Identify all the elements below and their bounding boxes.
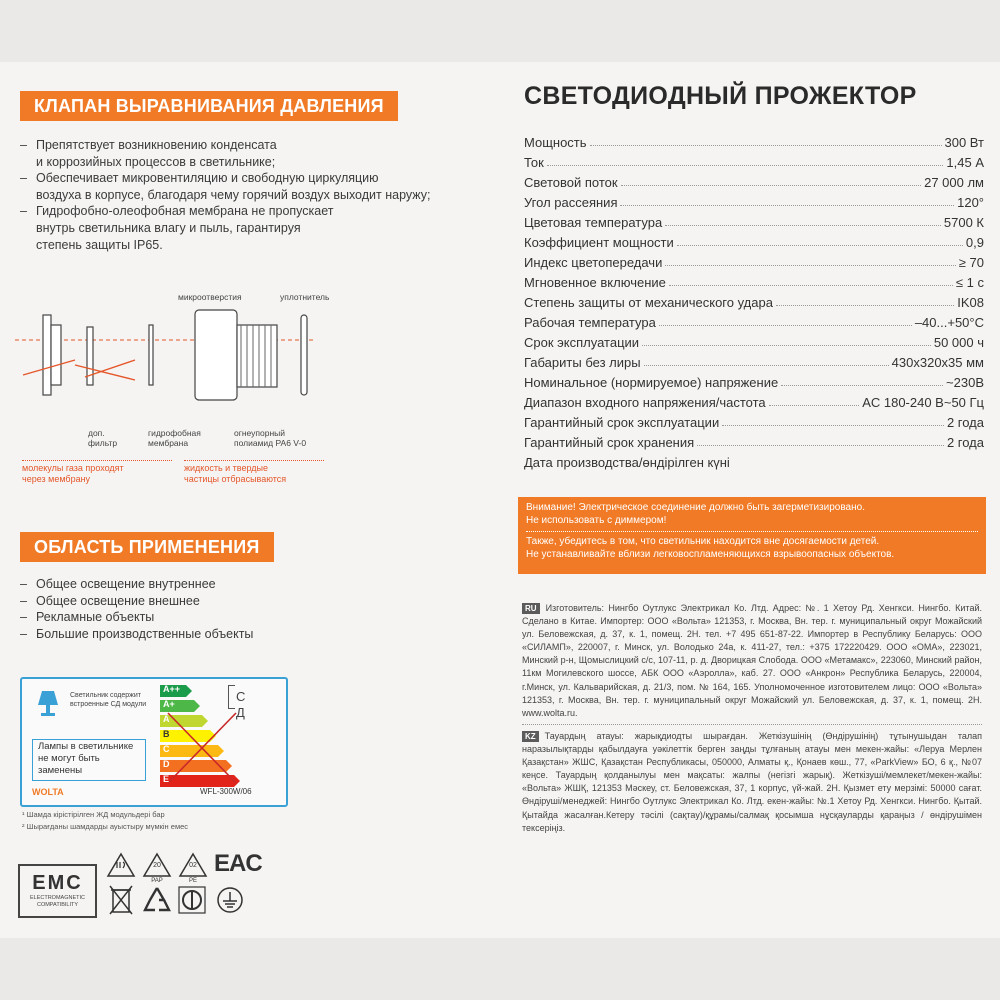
list-item: – Гидрофобно-олеофобная мембрана не пропускает внутрь светильника влагу и пыль, гарантируя степень защиты IP65. <box>20 203 490 253</box>
energy-label <box>20 677 288 807</box>
list-item: – Большие производственные объекты <box>20 626 320 643</box>
warning-line: Не использовать с диммером! <box>526 515 978 533</box>
kz-text: Тауардың атауы: жарықдиодты шырағдан. Жеткізушінің (Өндірушінің) тұтынушыдан талап наразылықтарды қабылдауға уәкілеттік берген заңды тұлғаның атауы мен мекен-жайы: «Леруа Мерлен Қазақстан» ЖШС, Қазақстан Республикасы, 050000, Алматы қ., Қонаев көш., 77, «ParkView» БО, 6 қ., №07 кеңсе. Тауардың қолданылуы мен мақсаты: жалпы (негізгі жарық). Жеткізуші/мемлекет/мекен-жайы: «Вольта» ЖШҚ, 121353 Мәскеу, ст. Беловежская, 37, 1 корпус, үй-жай. 2Н. Қызмет ету мерзімі: 50000 сағат. Өндіруші/менеджей: Нингбо Оутлукс Электрикал Ко. Лтд. екен-жайы: №.1 Хетоу Рд. Хенгкси. Нингбо. Қытай. Қытайда жасалған.Кетеру тәсілі (сақтау)/құрамы/салмақ қосымша нұсқауларды қараңыз / өндірушімен тексеріңіз. <box>522 731 982 833</box>
leader-dots <box>547 165 944 166</box>
spec-label: Мгновенное включение <box>524 275 666 290</box>
spec-label: Световой поток <box>524 175 618 190</box>
spec-value: 2 года <box>946 435 984 450</box>
list-item: – Рекламные объекты <box>20 609 320 626</box>
spec-row <box>524 410 984 430</box>
spec-row <box>524 250 984 270</box>
green-dot-icon <box>178 886 206 914</box>
leader-dots <box>642 345 931 346</box>
lamp-text: Светильник содержит встроенные СД модули <box>70 692 147 708</box>
warning-line: Также, убедитесь в том, что светильник находится вне досягаемости детей. <box>526 536 880 548</box>
spec-label: Диапазон входного напряжения/частота <box>524 395 766 410</box>
class-label: D <box>163 759 170 769</box>
leader-dots <box>781 385 943 386</box>
ru-legal-text <box>522 602 982 720</box>
spec-label: Рабочая температура <box>524 315 656 330</box>
spec-value: 300 Вт <box>944 135 984 150</box>
pap-number: 20 <box>153 862 161 869</box>
spec-value: 0,9 <box>965 235 984 250</box>
emc-big: EMC <box>32 872 83 894</box>
emc-logo <box>18 864 97 918</box>
spec-row <box>524 370 984 390</box>
spec-label: Угол рассеяния <box>524 195 618 210</box>
note-gas: молекулы газа проходят через мембрану <box>22 460 172 485</box>
ground-icon <box>216 886 244 914</box>
leader-dots <box>665 225 941 226</box>
spec-label: Цветовая температура <box>524 215 663 230</box>
spec-label: Номинальное (нормируемое) напряжение <box>524 375 779 390</box>
spec-row <box>524 150 984 170</box>
valve-title: КЛАПАН ВЫРАВНИВАНИЯ ДАВЛЕНИЯ <box>20 91 398 121</box>
application-bullets <box>20 576 320 642</box>
divider <box>522 724 982 725</box>
leader-dots <box>769 405 860 406</box>
leader-dots <box>669 285 953 286</box>
spec-value: ~230В <box>946 375 984 390</box>
spec-row <box>524 270 984 290</box>
spec-label: Гарантийный срок эксплуатации <box>524 415 720 430</box>
list-item: – Общее освещение внешнее <box>20 593 320 610</box>
leader-dots <box>590 145 942 146</box>
leader-dots <box>697 445 944 446</box>
recycle-arrows-icon <box>142 886 172 914</box>
brand-logo: WOLTA <box>32 787 64 797</box>
kz-tag: KZ <box>522 731 539 742</box>
list-item: – Препятствует возникновению конденсата и коррозийных процессов в светильнике; <box>20 137 490 170</box>
spec-label: Мощность <box>524 135 587 150</box>
spec-value: 120° <box>957 195 984 210</box>
spec-value: 27 000 лм <box>924 175 984 190</box>
side-letter: С <box>236 689 246 704</box>
ru-tag: RU <box>522 603 540 614</box>
leader-dots <box>722 425 944 426</box>
gas-arrow-in <box>75 365 135 380</box>
warning-line: Не устанавливайте вблизи легковоспламеняющихся взрывоопасных объектов. <box>526 549 895 561</box>
bracket <box>228 685 235 709</box>
spec-label: Индекс цветопередачи <box>524 255 663 270</box>
model-number: WFL-300W/06 <box>200 787 252 796</box>
spec-value: IK08 <box>957 295 984 310</box>
footnote: ² Шырағданы шамдарды ауыстыру мүмкін емес <box>22 822 189 831</box>
pe-number: 02 <box>189 862 197 869</box>
list-item: – Общее освещение внутреннее <box>20 576 320 593</box>
class-label: A+ <box>163 699 175 709</box>
spec-row <box>524 450 984 470</box>
pap-label: PAP <box>151 878 163 884</box>
leader-dots <box>776 305 954 306</box>
leader-dots <box>644 365 889 366</box>
spec-row <box>524 330 984 350</box>
spec-label: Габариты без лиры <box>524 355 641 370</box>
class-label: A <box>163 714 170 724</box>
label-polyamide: огнеупорный полиамид PA6 V-0 <box>234 428 307 448</box>
pe-label: PE <box>188 878 197 884</box>
label-seal: уплотнитель <box>280 292 330 302</box>
note-liquid: жидкость и твердые частицы отбрасываются <box>184 460 324 485</box>
filter-flange <box>51 325 61 385</box>
membrane <box>149 325 153 385</box>
application-title: ОБЛАСТЬ ПРИМЕНЕНИЯ <box>20 532 274 562</box>
class-label: C <box>163 744 170 754</box>
spec-row <box>524 430 984 450</box>
spec-row <box>524 170 984 190</box>
valve-body <box>195 310 237 400</box>
ru-text: Изготовитель: Нингбо Оутлукс Электрикал Ко. Лтд. Адрес: №. 1 Хетоу Рд. Хенгкси. Нингбо. Китай. Сделано в Китае. Импортер: ООО «Вольта» 121353, г. Москва, Вн. тер. г. муниципальный округ Можайский ул. Беловежская, д. 37, к. 1, помещ. 2Н. тел. +7 495 651-87-22. Импортер в Республику Беларусь: ООО «СИЛАМП», 220007, г. Минск, ул. Володько 24а, к. 411-27, тел.: +375 172220429. ООО «ОМА», 223021, Минский р-н, Щомыслицкий с/с, 107-11, р. д. Дворицкая Слобода. ООО «Метамакс», 223060, Минский район, 11км Могилевского шоссе, АБК ООО «Аэролла», каб. 27. ООО «Анкрон» Республика Беларусь, 220004, г.Минск, ул. Кальварийская, д. 21/3, пом. № 164, 165. Уполномоченное изготовителем лицо: ООО «Вольта» 121353, г. Москва, Вн. тер. г. муниципальный округ Можайский ул. Беловежская, д. 37, к. 1, помещ. 2Н. www.wolta.ru. <box>522 603 982 718</box>
spec-row <box>524 350 984 370</box>
spec-value: 50 000 ч <box>933 335 984 350</box>
spec-label: Степень защиты от механического удара <box>524 295 773 310</box>
leader-dots <box>665 265 955 266</box>
warning-line: Внимание! Электрическое соединение должно быть загерметизировано. <box>526 502 865 513</box>
spec-label: Коэффициент мощности <box>524 235 674 250</box>
spec-label: Дата производства/өндірілген күні <box>524 455 730 470</box>
spec-value: 5700 К <box>943 215 984 230</box>
spec-value: 2 года <box>946 415 984 430</box>
spec-row <box>524 290 984 310</box>
spec-value: ≤ 1 с <box>955 275 984 290</box>
footnote: ¹ Шамда кірістірілген ЖД модульдері бар <box>22 810 165 819</box>
filter-frame <box>43 315 51 395</box>
class-label: E <box>163 774 170 784</box>
spec-value: 1,45 А <box>946 155 984 170</box>
product-title: СВЕТОДИОДНЫЙ ПРОЖЕКТОР <box>524 82 917 110</box>
valve-diagram <box>15 285 355 445</box>
label-filter: доп. фильтр <box>88 428 118 448</box>
spec-row <box>524 210 984 230</box>
trash-bin-icon <box>108 884 134 916</box>
spec-label: Ток <box>524 155 544 170</box>
spec-value: 430х320х35 мм <box>891 355 984 370</box>
spec-row <box>524 310 984 330</box>
side-letter: Д <box>236 705 245 720</box>
label-micro: микроотверстия <box>178 292 242 302</box>
leader-dots <box>620 205 954 206</box>
seal-ring <box>301 315 307 395</box>
spec-value: ≥ 70 <box>958 255 984 270</box>
leader-dots <box>659 325 912 326</box>
valve-bullets <box>20 137 490 253</box>
spec-label: Срок эксплуатации <box>524 335 640 350</box>
spec-row <box>524 230 984 250</box>
spec-value: AC 180-240 В~50 Гц <box>862 395 984 410</box>
eac-mark: EAC <box>214 850 262 877</box>
replace-text: Лампы в светильнике не могут быть заменены <box>38 741 134 776</box>
spec-row <box>524 130 984 150</box>
class-label: A++ <box>163 684 181 694</box>
glass-fork-icon <box>106 852 136 878</box>
label-membrane: гидрофобная мембрана <box>148 428 201 448</box>
leader-dots <box>621 185 922 186</box>
list-item: – Обеспечивает микровентиляцию и свободную циркуляцию воздуха в корпусе, благодаря чему горячий воздух выходит наружу; <box>20 170 490 203</box>
lamp-icon <box>36 689 60 717</box>
spec-row <box>524 390 984 410</box>
spec-label: Гарантийный срок хранения <box>524 435 695 450</box>
spec-value: –40...+50°С <box>914 315 984 330</box>
kz-legal-text <box>522 730 982 835</box>
warning-box <box>518 497 986 574</box>
class-label: B <box>163 729 170 739</box>
emc-small: ELECTROMAGNETIC COMPATIBILITY <box>29 895 85 908</box>
spec-row <box>524 190 984 210</box>
leader-dots <box>677 245 963 246</box>
